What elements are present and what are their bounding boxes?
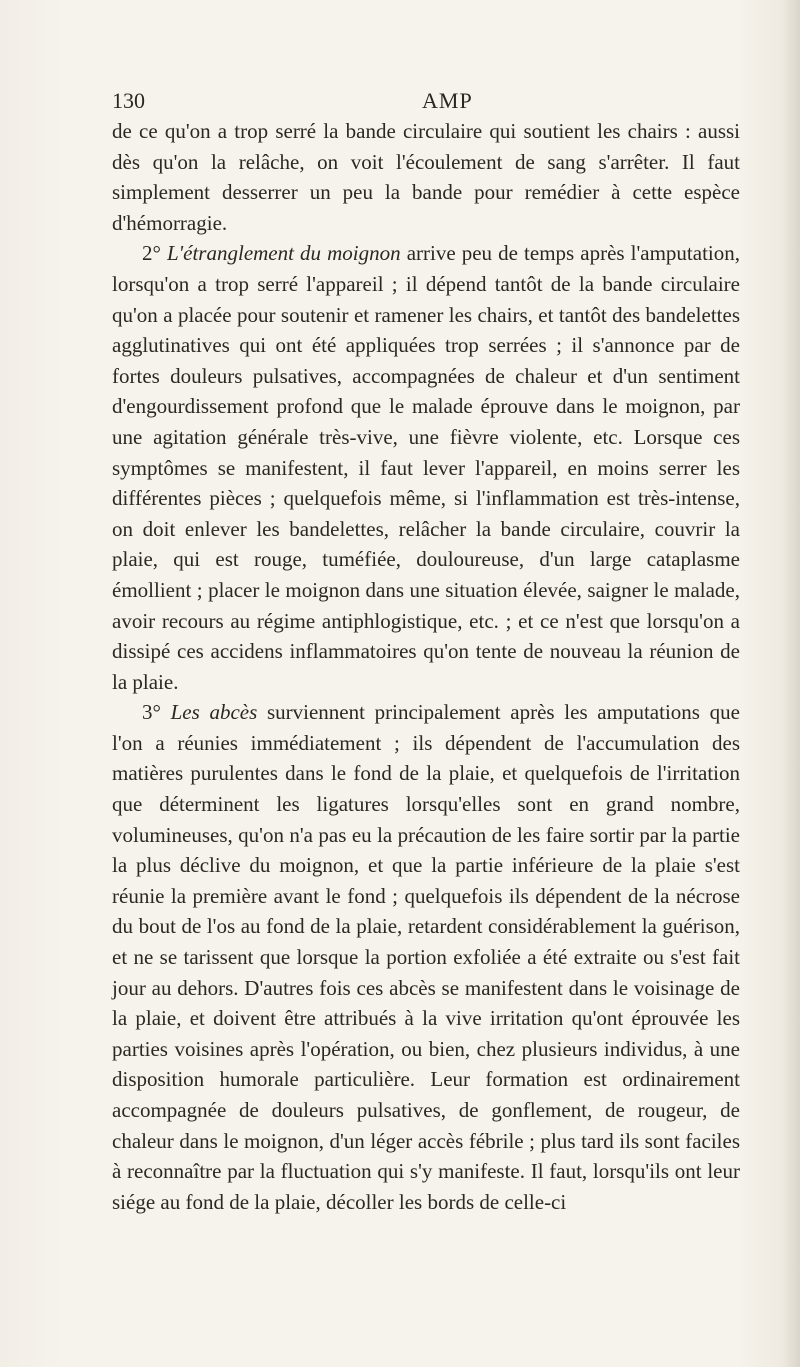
page-number: 130: [112, 88, 145, 113]
paragraph-2-text: arrive peu de temps après l'amputation, lorsqu'on a trop serré l'appareil ; il dépend tantôt de la bande circulaire qu'on a placée pour soutenir et ramener les chairs, et tantôt des bandelettes agglutinatives qui ont été appliquées trop serrées ; il s'annonce par de fortes douleurs pulsatives, accompagnées de chaleur et d'un sentiment d'engourdissement profond que le malade éprouve dans le moignon, par une agitation générale très-vive, une fièvre violente, etc. Lorsque ces symptômes se manifestent, il faut lever l'appareil, en moins serrer les différentes pièces ; quelquefois même, si l'inflammation est très-intense, on doit enlever les bandelettes, relâcher la bande circulaire, couvrir la plaie, qui est rouge, tuméfiée, douloureuse, d'un large cataplasme émollient ; placer le moignon dans une situation élevée, saigner le malade, avoir recours au régime antiphlogistique, etc. ; et ce n'est que lorsqu'on a dissipé ces accidens inflammatoires qu'on tente de nouveau la réunion de la plaie.: [112, 241, 741, 694]
page-header: [112, 88, 712, 118]
paragraph-1-text: de ce qu'on a trop serré la bande circulaire qui soutient les chairs : aussi dès qu'on la relâche, on voit l'écoulement de sang s'arrêter. Il faut simplement desserrer un peu la bande pour remédier à cette espèce d'hémorragie.: [112, 119, 740, 235]
running-head: AMP: [422, 88, 473, 113]
body-text: [112, 116, 740, 1217]
paragraph-2-number: 2°: [142, 241, 167, 266]
page-edge-shadow: [782, 0, 800, 1367]
paragraph-2: [112, 238, 740, 697]
paragraph-1: [112, 116, 740, 238]
paragraph-3-number: 3°: [142, 700, 171, 725]
paragraph-3-heading: Les abcès: [170, 700, 258, 725]
paragraph-2-heading: L'étranglement du moignon: [166, 241, 401, 266]
paragraph-3-text: surviennent principalement après les amputations que l'on a réunies immédiatement ; ils dépendent de l'accumulation des matières purulentes dans le fond de la plaie, et quelquefois de l'irritation que déterminent les ligatures lorsqu'elles sont en grand nombre, volumineuses, qu'on n'a pas eu la précaution de les faire sortir par la partie la plus déclive du moignon, et que la partie inférieure de la plaie s'est réunie la première avant le fond ; quelquefois ils dépendent de la nécrose du bout de l'os au fond de la plaie, retardent considérablement la guérison, et ne se tarissent que lorsque la portion exfoliée a été extraite ou s'est fait jour au dehors. D'autres fois ces abcès se manifestent dans le voisinage de la plaie, et doivent être attribués à la vive irritation qu'ont éprouvée les parties voisines après l'opération, ou bien, chez plusieurs individus, à une disposition humorale particulière. Leur formation est ordinairement accompagnée de douleurs pulsatives, de gonflement, de rougeur, de chaleur dans le moignon, d'un léger accès fébrile ; plus tard ils sont faciles à reconnaître par la fluctuation qui s'y manifeste. Il faut, lorsqu'ils ont leur siége au fond de la plaie, décoller les bords de celle-ci: [112, 700, 740, 1214]
paragraph-3: [112, 697, 740, 1217]
